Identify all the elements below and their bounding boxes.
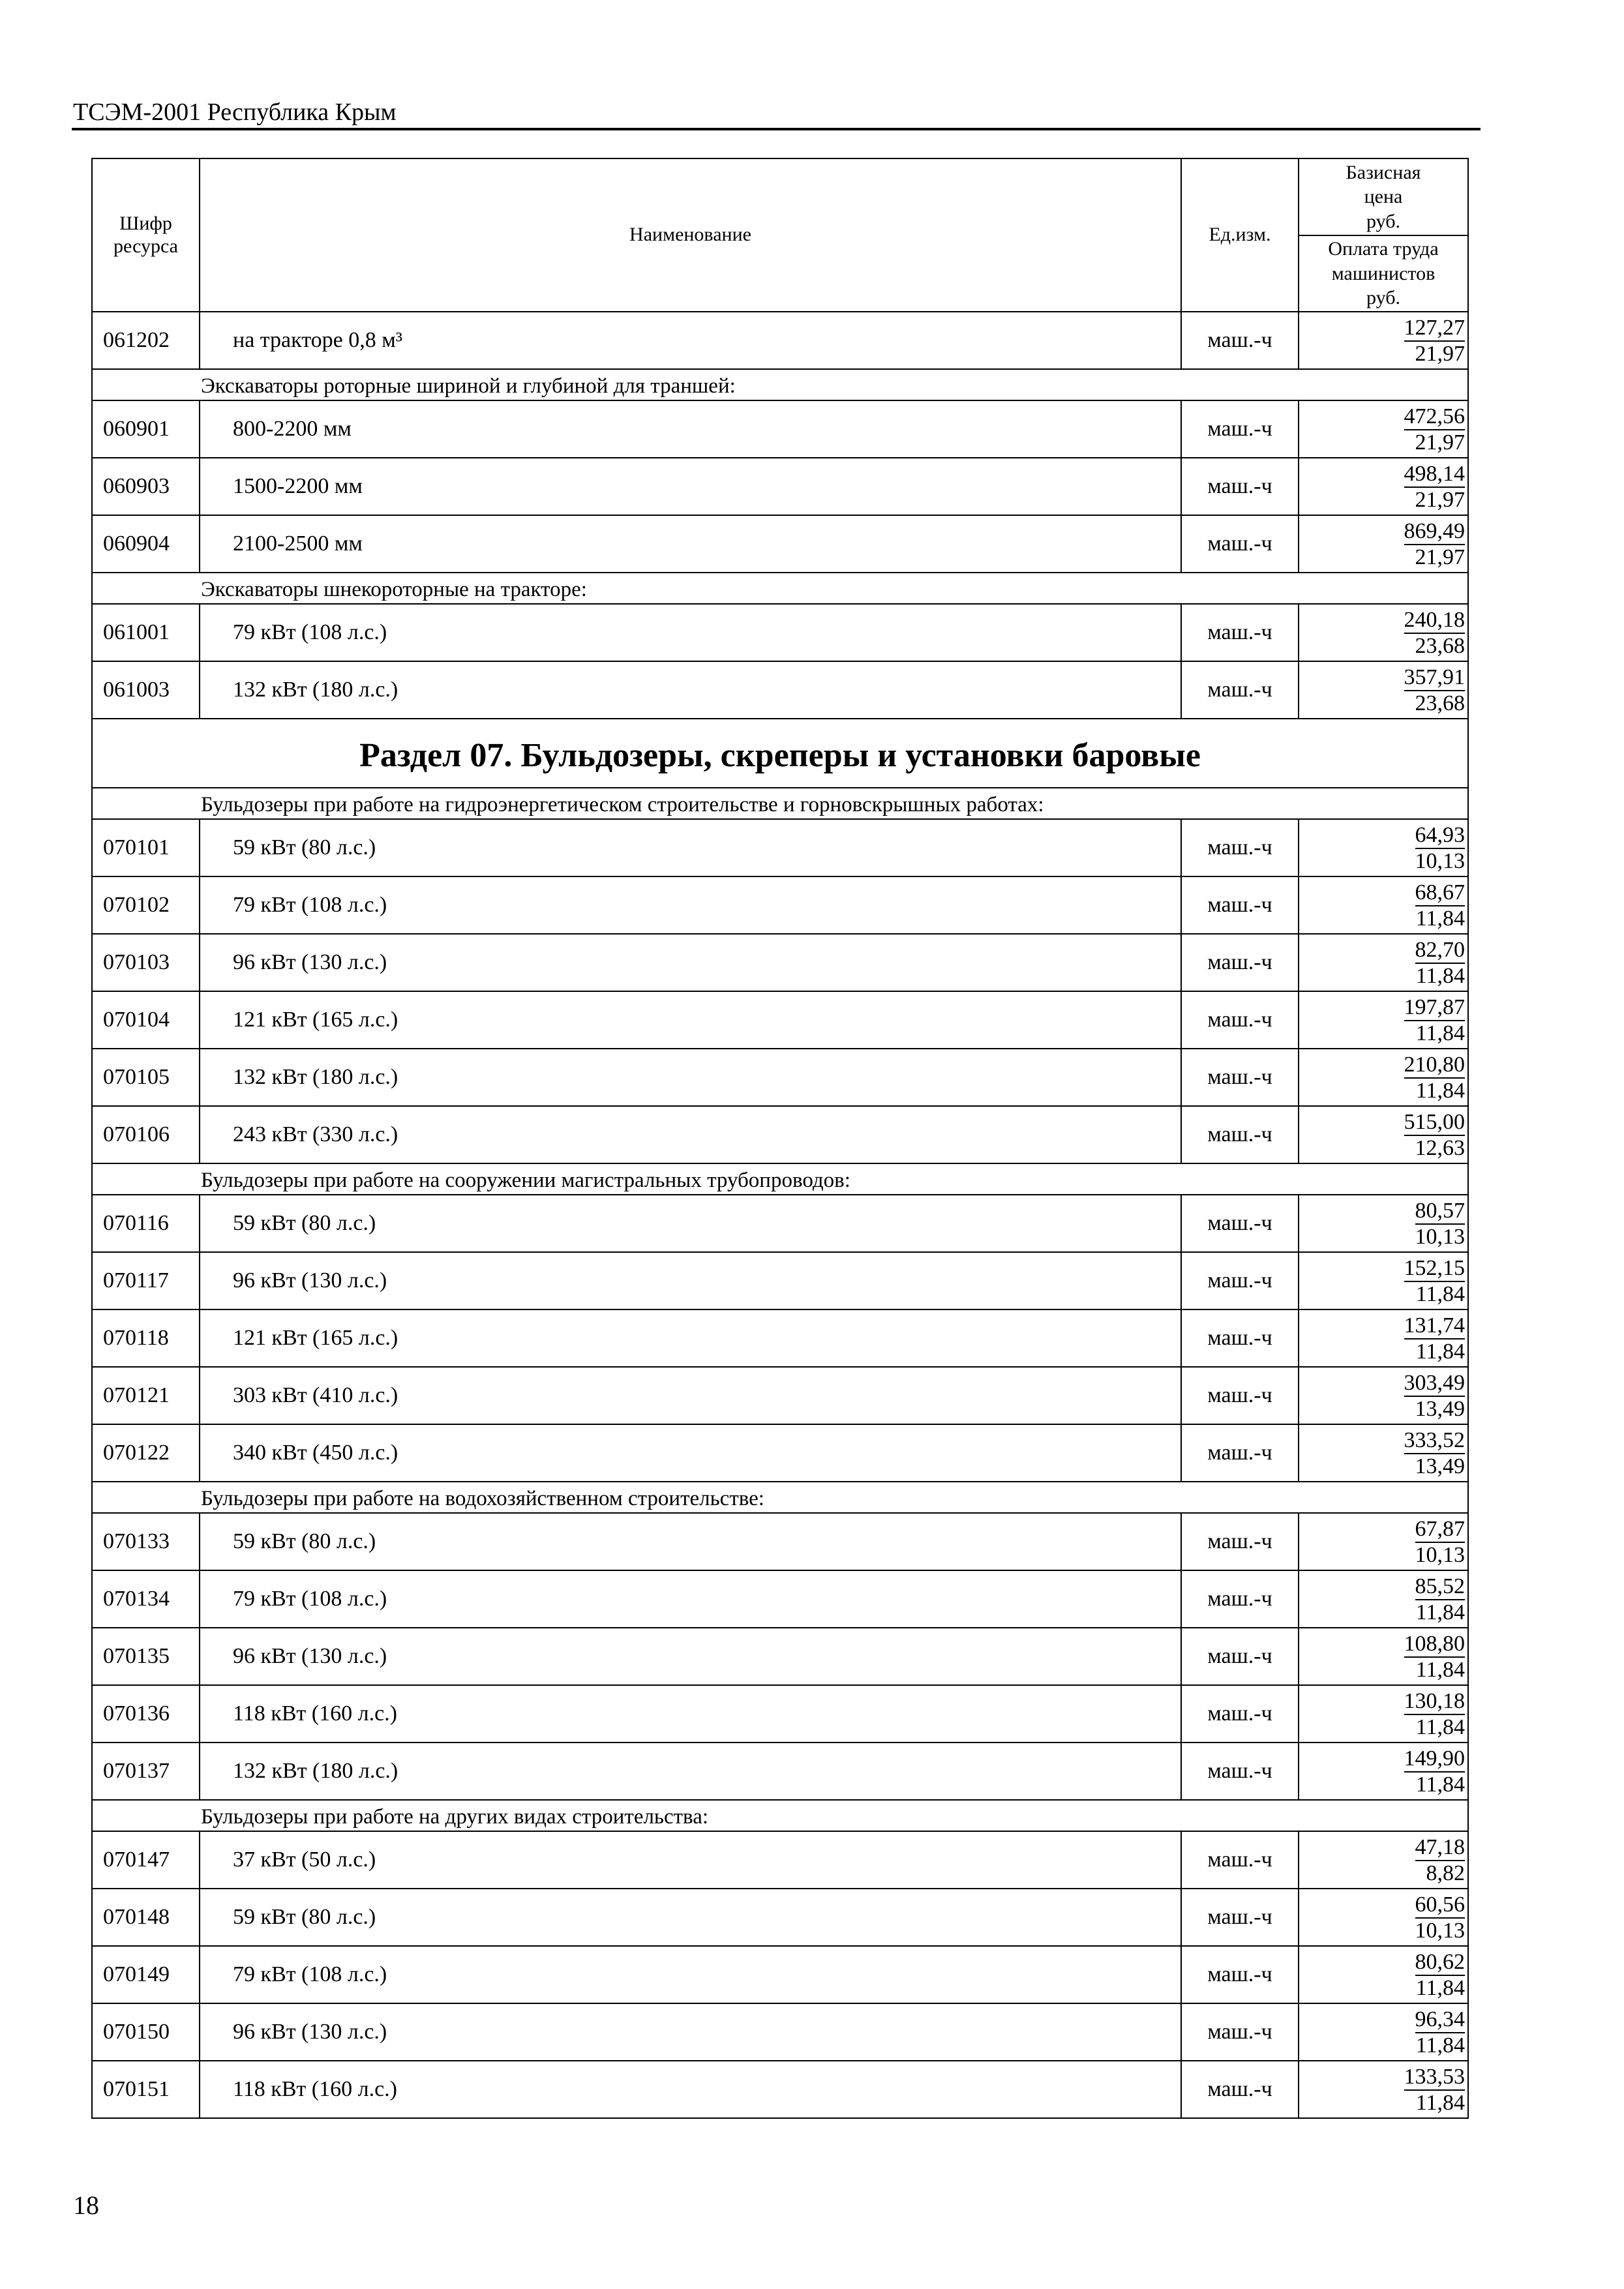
resource-code: 060903	[92, 458, 200, 515]
base-price: 82,70	[1415, 938, 1466, 963]
table-row	[92, 1367, 1468, 1424]
price-cell	[1299, 1106, 1468, 1163]
resource-name: 132 кВт (180 л.с.)	[200, 1743, 1181, 1800]
base-price: 149,90	[1404, 1746, 1466, 1772]
operator-labor-cost: 11,84	[1415, 1657, 1465, 1682]
resource-name: 79 кВт (108 л.с.)	[200, 1570, 1181, 1628]
table-row	[92, 400, 1468, 458]
resource-name: 96 кВт (130 л.с.)	[200, 1628, 1181, 1685]
resource-name: 96 кВт (130 л.с.)	[200, 2003, 1181, 2061]
unit-of-measure: маш.-ч	[1181, 819, 1299, 876]
operator-labor-cost: 21,97	[1415, 430, 1465, 455]
resource-name: 59 кВт (80 л.с.)	[200, 1889, 1181, 1946]
base-price: 515,00	[1404, 1110, 1466, 1135]
unit-of-measure: маш.-ч	[1181, 661, 1299, 719]
unit-of-measure: маш.-ч	[1181, 934, 1299, 991]
resource-name: 800-2200 мм	[200, 400, 1181, 458]
resource-code: 061202	[92, 312, 200, 369]
table-row	[92, 1049, 1468, 1106]
table-row	[92, 934, 1468, 991]
operator-labor-cost: 11,84	[1415, 1281, 1465, 1306]
resource-code: 070104	[92, 991, 200, 1049]
resource-code: 070106	[92, 1106, 200, 1163]
base-price: 357,91	[1404, 665, 1466, 691]
group-heading: Экскаваторы роторные шириной и глубиной для траншей:	[92, 369, 1468, 400]
base-price: 498,14	[1404, 462, 1466, 487]
col-header-labor-cost-line: руб.	[1366, 287, 1400, 309]
table-row	[92, 819, 1468, 876]
base-price: 472,56	[1404, 404, 1466, 430]
price-cell	[1299, 458, 1468, 515]
operator-labor-cost: 10,13	[1415, 1918, 1465, 1943]
resource-name: 132 кВт (180 л.с.)	[200, 1049, 1181, 1106]
resource-name: 59 кВт (80 л.с.)	[200, 819, 1181, 876]
resource-name: 118 кВт (160 л.с.)	[200, 2061, 1181, 2118]
resource-name: на тракторе 0,8 м³	[200, 312, 1181, 369]
unit-of-measure: маш.-ч	[1181, 1743, 1299, 1800]
resource-name: 121 кВт (165 л.с.)	[200, 1309, 1181, 1367]
resource-code: 070133	[92, 1513, 200, 1570]
unit-of-measure: маш.-ч	[1181, 876, 1299, 934]
resource-code: 070147	[92, 1831, 200, 1889]
resource-name: 303 кВт (410 л.с.)	[200, 1367, 1181, 1424]
price-cell	[1299, 604, 1468, 661]
resource-code: 070134	[92, 1570, 200, 1628]
section-title: Раздел 07. Бульдозеры, скреперы и установки баровые	[92, 719, 1468, 788]
resource-code: 070149	[92, 1946, 200, 2003]
base-price: 47,18	[1415, 1835, 1466, 1861]
price-cell	[1299, 1424, 1468, 1482]
resource-name: 340 кВт (450 л.с.)	[200, 1424, 1181, 1482]
resource-code: 070136	[92, 1685, 200, 1743]
table-row	[92, 515, 1468, 573]
table-row	[92, 1309, 1468, 1367]
price-cell	[1299, 1685, 1468, 1743]
operator-labor-cost: 13,49	[1415, 1454, 1465, 1478]
base-price: 80,57	[1415, 1199, 1466, 1224]
resource-code: 070103	[92, 934, 200, 991]
col-header-code-line: ресурса	[113, 235, 178, 257]
price-cell	[1299, 1889, 1468, 1946]
unit-of-measure: маш.-ч	[1181, 1628, 1299, 1685]
base-price: 152,15	[1404, 1256, 1466, 1281]
resource-name: 37 кВт (50 л.с.)	[200, 1831, 1181, 1889]
col-header-base-price-line: руб.	[1366, 210, 1400, 232]
group-heading-row	[92, 788, 1468, 819]
price-cell	[1299, 1195, 1468, 1252]
table-row	[92, 2061, 1468, 2118]
table-row	[92, 1252, 1468, 1309]
resource-code: 070122	[92, 1424, 200, 1482]
resource-name: 79 кВт (108 л.с.)	[200, 1946, 1181, 2003]
resource-code: 070150	[92, 2003, 200, 2061]
operator-labor-cost: 11,84	[1415, 1078, 1465, 1103]
price-cell	[1299, 400, 1468, 458]
table-row	[92, 661, 1468, 719]
header-rule	[72, 128, 1481, 130]
group-heading: Бульдозеры при работе на сооружении магистральных трубопроводов:	[92, 1163, 1468, 1195]
group-heading: Бульдозеры при работе на водохозяйственном строительстве:	[92, 1482, 1468, 1513]
col-header-unit: Ед.изм.	[1181, 158, 1299, 312]
operator-labor-cost: 11,84	[1415, 1600, 1465, 1624]
resource-name: 121 кВт (165 л.с.)	[200, 991, 1181, 1049]
col-header-base-price-line: цена	[1364, 186, 1403, 208]
resource-name: 79 кВт (108 л.с.)	[200, 876, 1181, 934]
operator-labor-cost: 21,97	[1415, 545, 1465, 569]
operator-labor-cost: 11,84	[1415, 1339, 1465, 1364]
resource-name: 79 кВт (108 л.с.)	[200, 604, 1181, 661]
base-price: 108,80	[1404, 1632, 1466, 1657]
price-cell	[1299, 1252, 1468, 1309]
col-header-base-price-line: Базисная	[1346, 161, 1421, 183]
table-row	[92, 1685, 1468, 1743]
col-header-base-price	[1299, 159, 1467, 236]
resource-code: 070135	[92, 1628, 200, 1685]
price-cell	[1299, 1513, 1468, 1570]
table-row	[92, 1106, 1468, 1163]
operator-labor-cost: 21,97	[1415, 341, 1465, 366]
table-row	[92, 1513, 1468, 1570]
table-row	[92, 2003, 1468, 2061]
operator-labor-cost: 11,84	[1415, 1714, 1465, 1739]
base-price: 85,52	[1415, 1574, 1466, 1600]
resource-code: 070148	[92, 1889, 200, 1946]
price-cell	[1299, 1309, 1468, 1367]
resource-name: 1500-2200 мм	[200, 458, 1181, 515]
operator-labor-cost: 10,13	[1415, 1542, 1465, 1567]
running-header: ТСЭМ-2001 Республика Крым	[73, 98, 397, 126]
unit-of-measure: маш.-ч	[1181, 2061, 1299, 2118]
price-cell	[1299, 819, 1468, 876]
resource-name: 96 кВт (130 л.с.)	[200, 934, 1181, 991]
resource-code: 061001	[92, 604, 200, 661]
operator-labor-cost: 11,84	[1415, 2090, 1465, 2115]
table-row	[92, 1195, 1468, 1252]
base-price: 240,18	[1404, 608, 1466, 633]
price-cell	[1299, 934, 1468, 991]
table-row	[92, 1628, 1468, 1685]
price-cell	[1299, 661, 1468, 719]
table-row	[92, 1889, 1468, 1946]
base-price: 60,56	[1415, 1893, 1466, 1918]
price-cell	[1299, 1570, 1468, 1628]
operator-labor-cost: 8,82	[1426, 1861, 1465, 1885]
price-cell	[1299, 1367, 1468, 1424]
col-header-code	[92, 158, 200, 312]
resource-name: 118 кВт (160 л.с.)	[200, 1685, 1181, 1743]
table-header-row	[92, 158, 1468, 312]
operator-labor-cost: 11,84	[1415, 2033, 1465, 2057]
operator-labor-cost: 12,63	[1415, 1135, 1465, 1160]
table-body	[92, 158, 1468, 2118]
unit-of-measure: маш.-ч	[1181, 1513, 1299, 1570]
unit-of-measure: маш.-ч	[1181, 1309, 1299, 1367]
price-cell	[1299, 2061, 1468, 2118]
col-header-code-line: Шифр	[119, 213, 172, 234]
col-header-labor-cost-line: Оплата труда	[1328, 238, 1439, 260]
base-price: 131,74	[1404, 1313, 1466, 1339]
table-row	[92, 312, 1468, 369]
group-heading: Экскаваторы шнекороторные на тракторе:	[92, 573, 1468, 604]
resource-code: 060904	[92, 515, 200, 573]
price-table	[91, 158, 1469, 2119]
resource-code: 070117	[92, 1252, 200, 1309]
resource-code: 070121	[92, 1367, 200, 1424]
group-heading-row	[92, 1482, 1468, 1513]
base-price: 96,34	[1415, 2007, 1466, 2033]
price-cell	[1299, 1743, 1468, 1800]
resource-code: 070101	[92, 819, 200, 876]
unit-of-measure: маш.-ч	[1181, 458, 1299, 515]
price-cell	[1299, 1831, 1468, 1889]
table-row	[92, 1424, 1468, 1482]
group-heading-row	[92, 1800, 1468, 1831]
table-row	[92, 991, 1468, 1049]
base-price: 210,80	[1404, 1053, 1466, 1078]
section-title-row	[92, 719, 1468, 788]
operator-labor-cost: 11,84	[1415, 1975, 1465, 2000]
price-cell	[1299, 1946, 1468, 2003]
base-price: 68,67	[1415, 880, 1466, 906]
unit-of-measure: маш.-ч	[1181, 1195, 1299, 1252]
col-header-labor-cost-line: машинистов	[1331, 262, 1436, 284]
table-row	[92, 1831, 1468, 1889]
table-row	[92, 1946, 1468, 2003]
resource-name: 59 кВт (80 л.с.)	[200, 1195, 1181, 1252]
table-row	[92, 876, 1468, 934]
unit-of-measure: маш.-ч	[1181, 1570, 1299, 1628]
base-price: 197,87	[1404, 995, 1466, 1021]
resource-code: 061003	[92, 661, 200, 719]
resource-name: 2100-2500 мм	[200, 515, 1181, 573]
resource-name: 132 кВт (180 л.с.)	[200, 661, 1181, 719]
base-price: 127,27	[1404, 316, 1466, 341]
price-cell	[1299, 1628, 1468, 1685]
base-price: 80,62	[1415, 1950, 1466, 1975]
operator-labor-cost: 10,13	[1415, 848, 1465, 873]
unit-of-measure: маш.-ч	[1181, 1685, 1299, 1743]
page-number: 18	[73, 2191, 99, 2220]
price-cell	[1299, 1049, 1468, 1106]
operator-labor-cost: 11,84	[1415, 906, 1465, 931]
price-cell	[1299, 312, 1468, 369]
operator-labor-cost: 11,84	[1415, 1021, 1465, 1045]
table-row	[92, 604, 1468, 661]
resource-code: 070151	[92, 2061, 200, 2118]
group-heading: Бульдозеры при работе на гидроэнергетическом строительстве и горновскрышных работах:	[92, 788, 1468, 819]
table-row	[92, 1570, 1468, 1628]
table-row	[92, 1743, 1468, 1800]
resource-code: 060901	[92, 400, 200, 458]
resource-code: 070116	[92, 1195, 200, 1252]
operator-labor-cost: 10,13	[1415, 1224, 1465, 1249]
base-price: 303,49	[1404, 1371, 1466, 1396]
group-heading-row	[92, 369, 1468, 400]
operator-labor-cost: 23,68	[1415, 633, 1465, 658]
col-header-name: Наименование	[200, 158, 1181, 312]
unit-of-measure: маш.-ч	[1181, 400, 1299, 458]
base-price: 869,49	[1404, 519, 1466, 545]
base-price: 333,52	[1404, 1428, 1466, 1454]
unit-of-measure: маш.-ч	[1181, 1889, 1299, 1946]
unit-of-measure: маш.-ч	[1181, 1049, 1299, 1106]
operator-labor-cost: 11,84	[1415, 1772, 1465, 1797]
group-heading-row	[92, 1163, 1468, 1195]
unit-of-measure: маш.-ч	[1181, 515, 1299, 573]
group-heading: Бульдозеры при работе на других видах строительства:	[92, 1800, 1468, 1831]
operator-labor-cost: 21,97	[1415, 487, 1465, 512]
operator-labor-cost: 23,68	[1415, 691, 1465, 715]
base-price: 64,93	[1415, 823, 1466, 848]
price-cell	[1299, 2003, 1468, 2061]
resource-name: 243 кВт (330 л.с.)	[200, 1106, 1181, 1163]
unit-of-measure: маш.-ч	[1181, 1367, 1299, 1424]
base-price: 130,18	[1404, 1689, 1466, 1714]
operator-labor-cost: 11,84	[1415, 963, 1465, 988]
col-header-price	[1299, 158, 1468, 312]
resource-code: 070118	[92, 1309, 200, 1367]
operator-labor-cost: 13,49	[1415, 1396, 1465, 1421]
resource-code: 070137	[92, 1743, 200, 1800]
unit-of-measure: маш.-ч	[1181, 1252, 1299, 1309]
unit-of-measure: маш.-ч	[1181, 312, 1299, 369]
col-header-labor-cost	[1299, 236, 1467, 311]
base-price: 67,87	[1415, 1517, 1466, 1542]
resource-code: 070102	[92, 876, 200, 934]
price-cell	[1299, 876, 1468, 934]
resource-name: 96 кВт (130 л.с.)	[200, 1252, 1181, 1309]
unit-of-measure: маш.-ч	[1181, 1106, 1299, 1163]
unit-of-measure: маш.-ч	[1181, 2003, 1299, 2061]
resource-code: 070105	[92, 1049, 200, 1106]
base-price: 133,53	[1404, 2065, 1466, 2090]
unit-of-measure: маш.-ч	[1181, 991, 1299, 1049]
unit-of-measure: маш.-ч	[1181, 1424, 1299, 1482]
price-cell	[1299, 515, 1468, 573]
unit-of-measure: маш.-ч	[1181, 1831, 1299, 1889]
price-cell	[1299, 991, 1468, 1049]
unit-of-measure: маш.-ч	[1181, 604, 1299, 661]
unit-of-measure: маш.-ч	[1181, 1946, 1299, 2003]
table-row	[92, 458, 1468, 515]
resource-name: 59 кВт (80 л.с.)	[200, 1513, 1181, 1570]
group-heading-row	[92, 573, 1468, 604]
